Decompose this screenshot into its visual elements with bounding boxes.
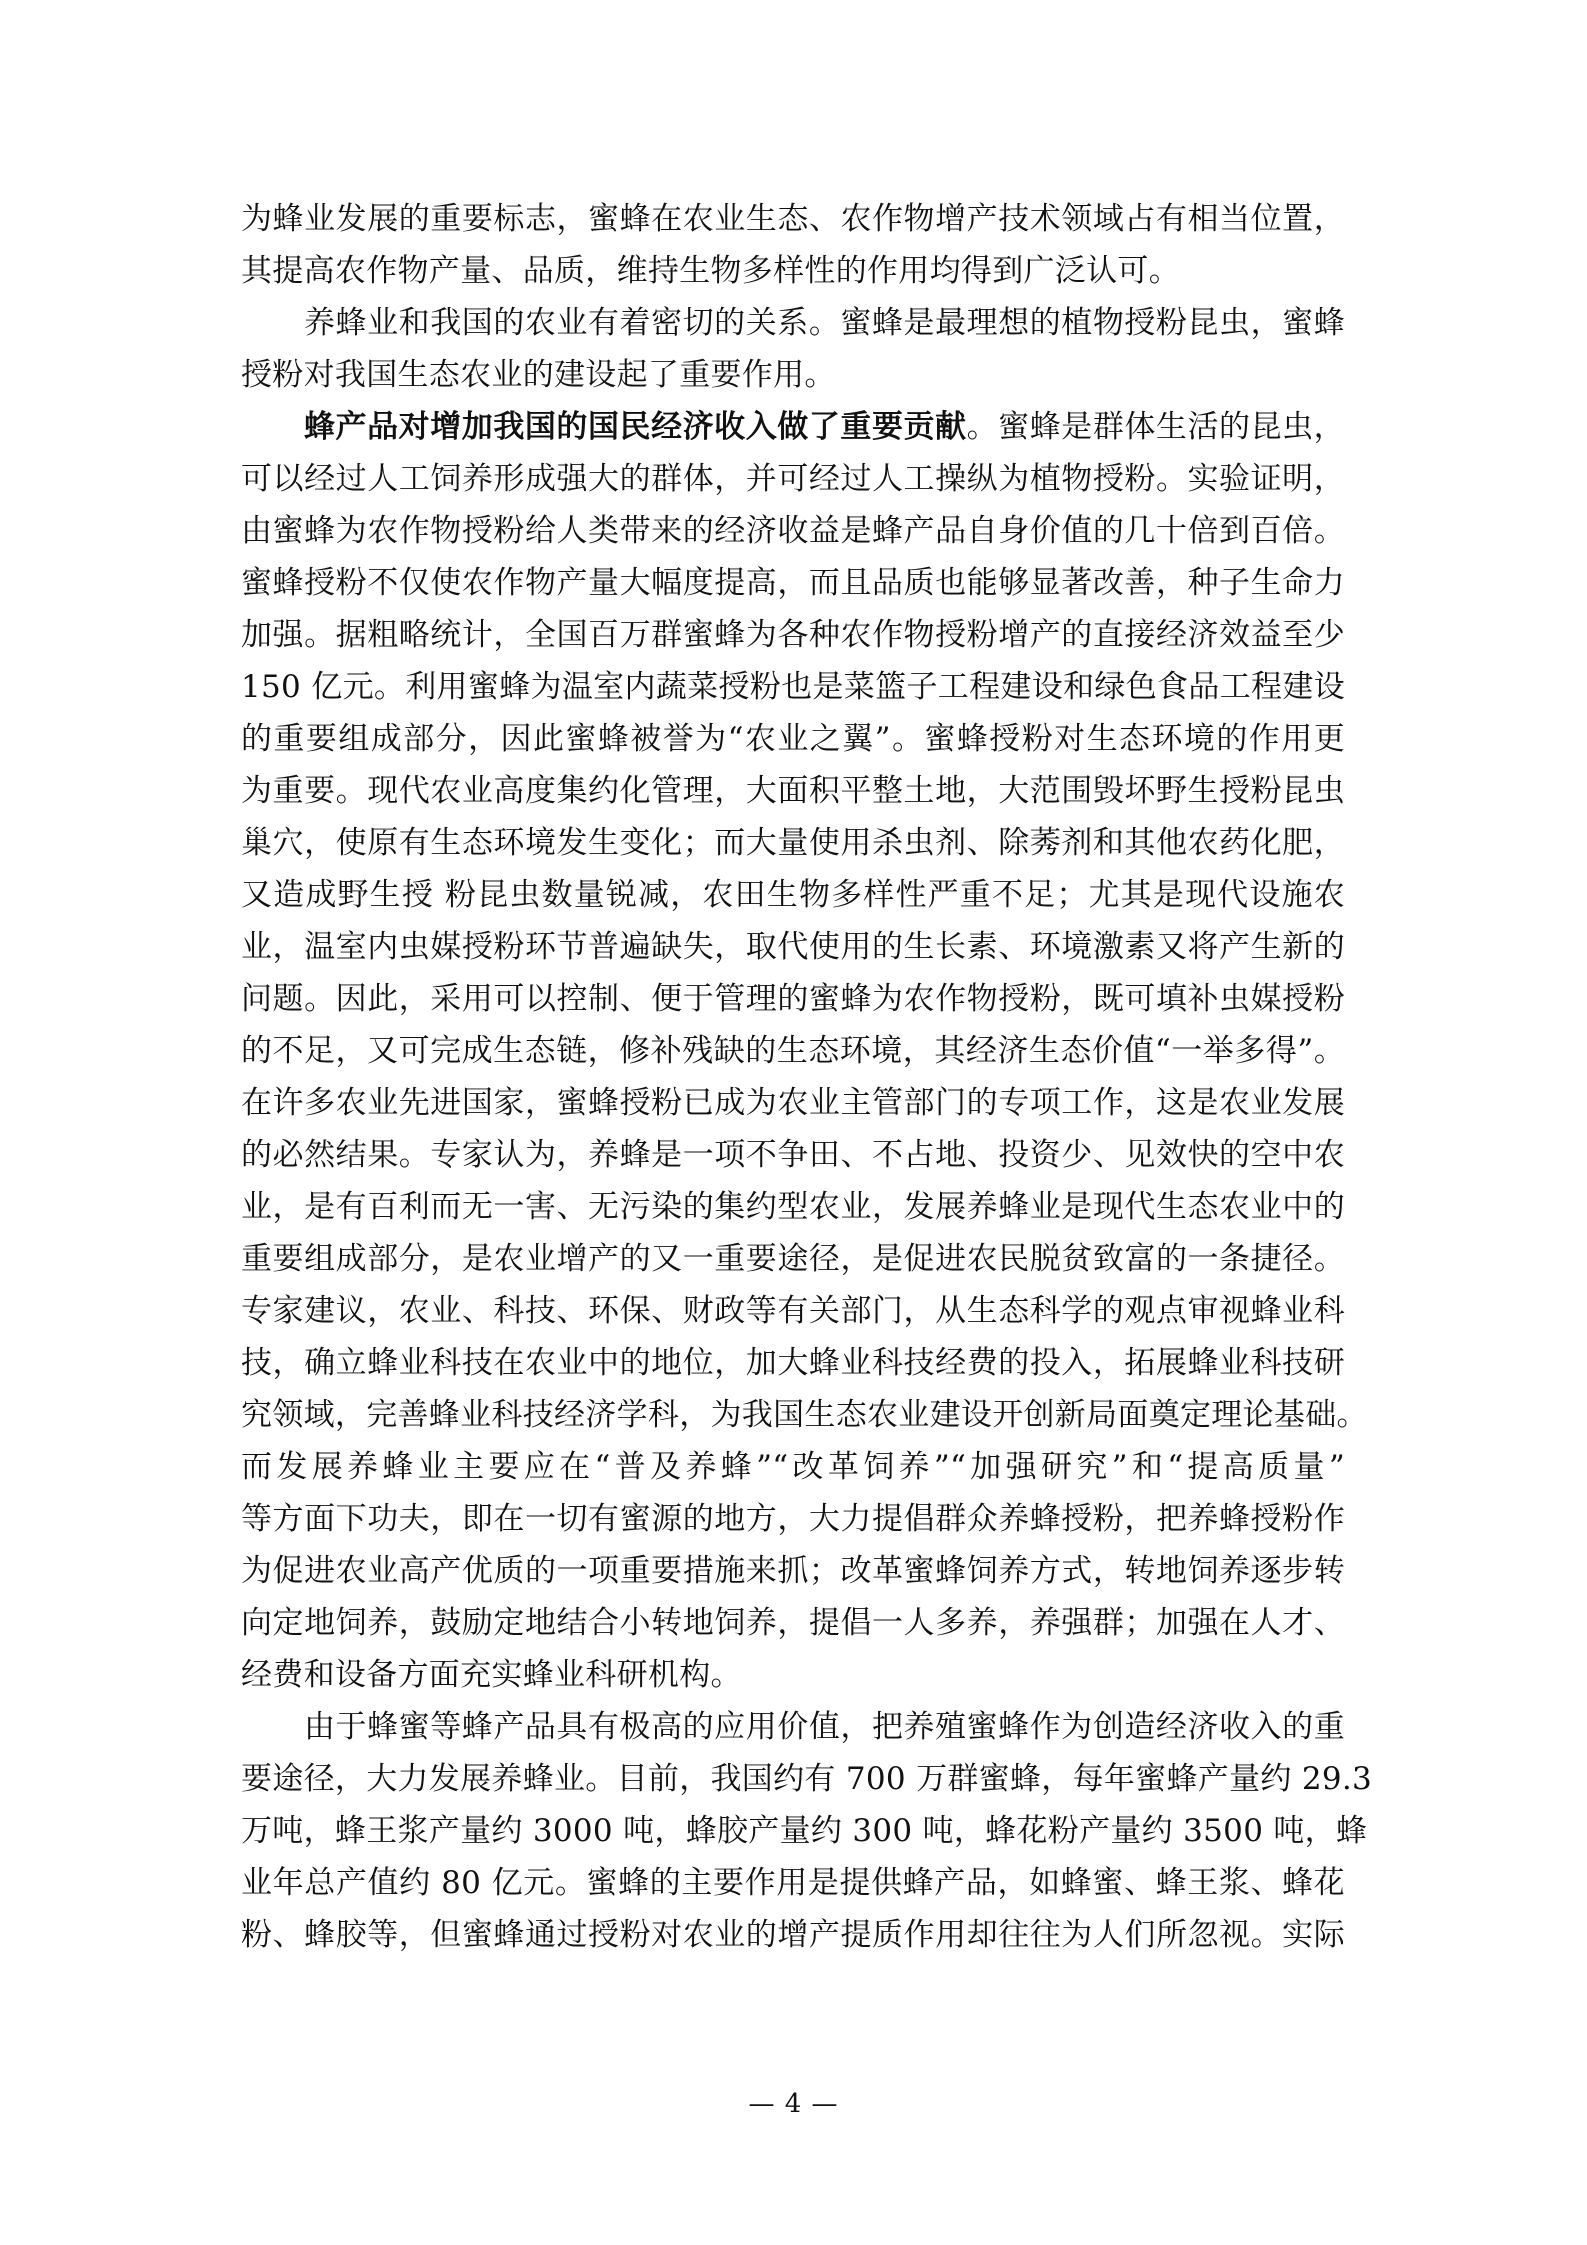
text-line: 技，确立蜂业科技在农业中的地位，加大蜂业科技经费的投入，拓展蜂业科技研 [241,1345,1345,1381]
text-line: 向定地饲养，鼓励定地结合小转地饲养，提倡一人多养，养强群；加强在人才、 [241,1605,1345,1641]
lead-line-rest: 。蜜蜂是群体生活的昆虫， [966,409,1345,445]
text-line: 由于蜂蜜等蜂产品具有极高的应用价值，把养殖蜜蜂作为创造经济收入的重 [304,1709,1345,1745]
text-line: 授粉对我国生态农业的建设起了重要作用。 [241,357,836,393]
page-number: — 4 — [748,2089,839,2119]
text-line: 由蜜蜂为农作物授粉给人类带来的经济收益是蜂产品自身价值的几十倍到百倍。 [241,513,1345,549]
text-line: 其提高农作物产量、品质，维持生物多样性的作用均得到广泛认可。 [241,253,1180,289]
bold-lead-sentence: 蜂产品对增加我国的国民经济收入做了重要贡献 [304,409,967,445]
text-line: 而发展养蜂业主要应在“普及养蜂”“改革饲养”“加强研究”和“提高质量” [241,1449,1345,1485]
text-line: 蜜蜂授粉不仅使农作物产量大幅度提高，而且品质也能够显著改善，种子生命力 [241,565,1345,601]
text-line [241,401,1345,453]
text-line: 为重要。现代农业高度集约化管理，大面积平整土地，大范围毁坏野生授粉昆虫 [241,773,1345,809]
text-line: 业，是有百利而无一害、无污染的集约型农业，发展养蜂业是现代生态农业中的 [241,1189,1345,1225]
text-line: 150 亿元。利用蜜蜂为温室内蔬菜授粉也是菜篮子工程建设和绿色食品工程建设 [241,669,1345,705]
text-line: 加强。据粗略统计，全国百万群蜜蜂为各种农作物授粉增产的直接经济效益至少 [241,617,1345,653]
text-line: 粉、蜂胶等，但蜜蜂通过授粉对农业的增产提质作用却往往为人们所忽视。实际 [241,1917,1345,1953]
text-line: 要途径，大力发展养蜂业。目前，我国约有 700 万群蜜蜂，每年蜜蜂产量约 29.3 [241,1761,1373,1797]
text-line: 可以经过人工饲养形成强大的群体，并可经过人工操纵为植物授粉。实验证明， [241,461,1345,497]
text-line: 究领域，完善蜂业科技经济学科，为我国生态农业建设开创新局面奠定理论基础。 [241,1397,1368,1433]
text-line: 在许多农业先进国家，蜜蜂授粉已成为农业主管部门的专项工作，这是农业发展 [241,1085,1345,1121]
text-line: 巢穴，使原有生态环境发生变化；而大量使用杀虫剂、除莠剂和其他农药化肥， [241,825,1345,861]
paragraph-1 [241,193,1345,297]
body-text [241,193,1373,1961]
text-line: 等方面下功夫，即在一切有蜜源的地方，大力提倡群众养蜂授粉，把养蜂授粉作 [241,1501,1345,1537]
text-line: 又造成野生授 粉昆虫数量锐减，农田生物多样性严重不足；尤其是现代设施农 [241,877,1345,913]
text-line: 为蜂业发展的重要标志，蜜蜂在农业生态、农作物增产技术领域占有相当位置， [241,201,1345,237]
paragraph-4 [241,1701,1373,1961]
text-line: 的重要组成部分，因此蜜蜂被誉为“农业之翼”。蜜蜂授粉对生态环境的作用更 [241,721,1345,757]
text-line: 为促进农业高产优质的一项重要措施来抓；改革蜜蜂饲养方式，转地饲养逐步转 [241,1553,1345,1589]
text-line: 专家建议，农业、科技、环保、财政等有关部门，从生态科学的观点审视蜂业科 [241,1293,1345,1329]
text-line: 万吨，蜂王浆产量约 3000 吨，蜂胶产量约 300 吨，蜂花粉产量约 3500 吨，蜂 [241,1813,1368,1849]
text-line: 重要组成部分，是农业增产的又一重要途径，是促进农民脱贫致富的一条捷径。 [241,1241,1345,1277]
text-line: 的必然结果。专家认为，养蜂是一项不争田、不占地、投资少、见效快的空中农 [241,1137,1345,1173]
text-line: 经费和设备方面充实蜂业科研机构。 [241,1657,742,1693]
text-line: 养蜂业和我国的农业有着密切的关系。蜜蜂是最理想的植物授粉昆虫，蜜蜂 [304,305,1345,341]
text-line: 业年总产值约 80 亿元。蜜蜂的主要作用是提供蜂产品，如蜂蜜、蜂王浆、蜂花 [241,1865,1345,1901]
paragraph-3 [241,401,1368,1701]
text-line: 问题。因此，采用可以控制、便于管理的蜜蜂为农作物授粉，既可填补虫媒授粉 [241,981,1345,1017]
paragraph-2 [241,297,1345,401]
text-line: 业，温室内虫媒授粉环节普遍缺失，取代使用的生长素、环境激素又将产生新的 [241,929,1345,965]
text-line: 的不足，又可完成生态链，修补残缺的生态环境，其经济生态价值“一举多得”。 [241,1033,1345,1069]
